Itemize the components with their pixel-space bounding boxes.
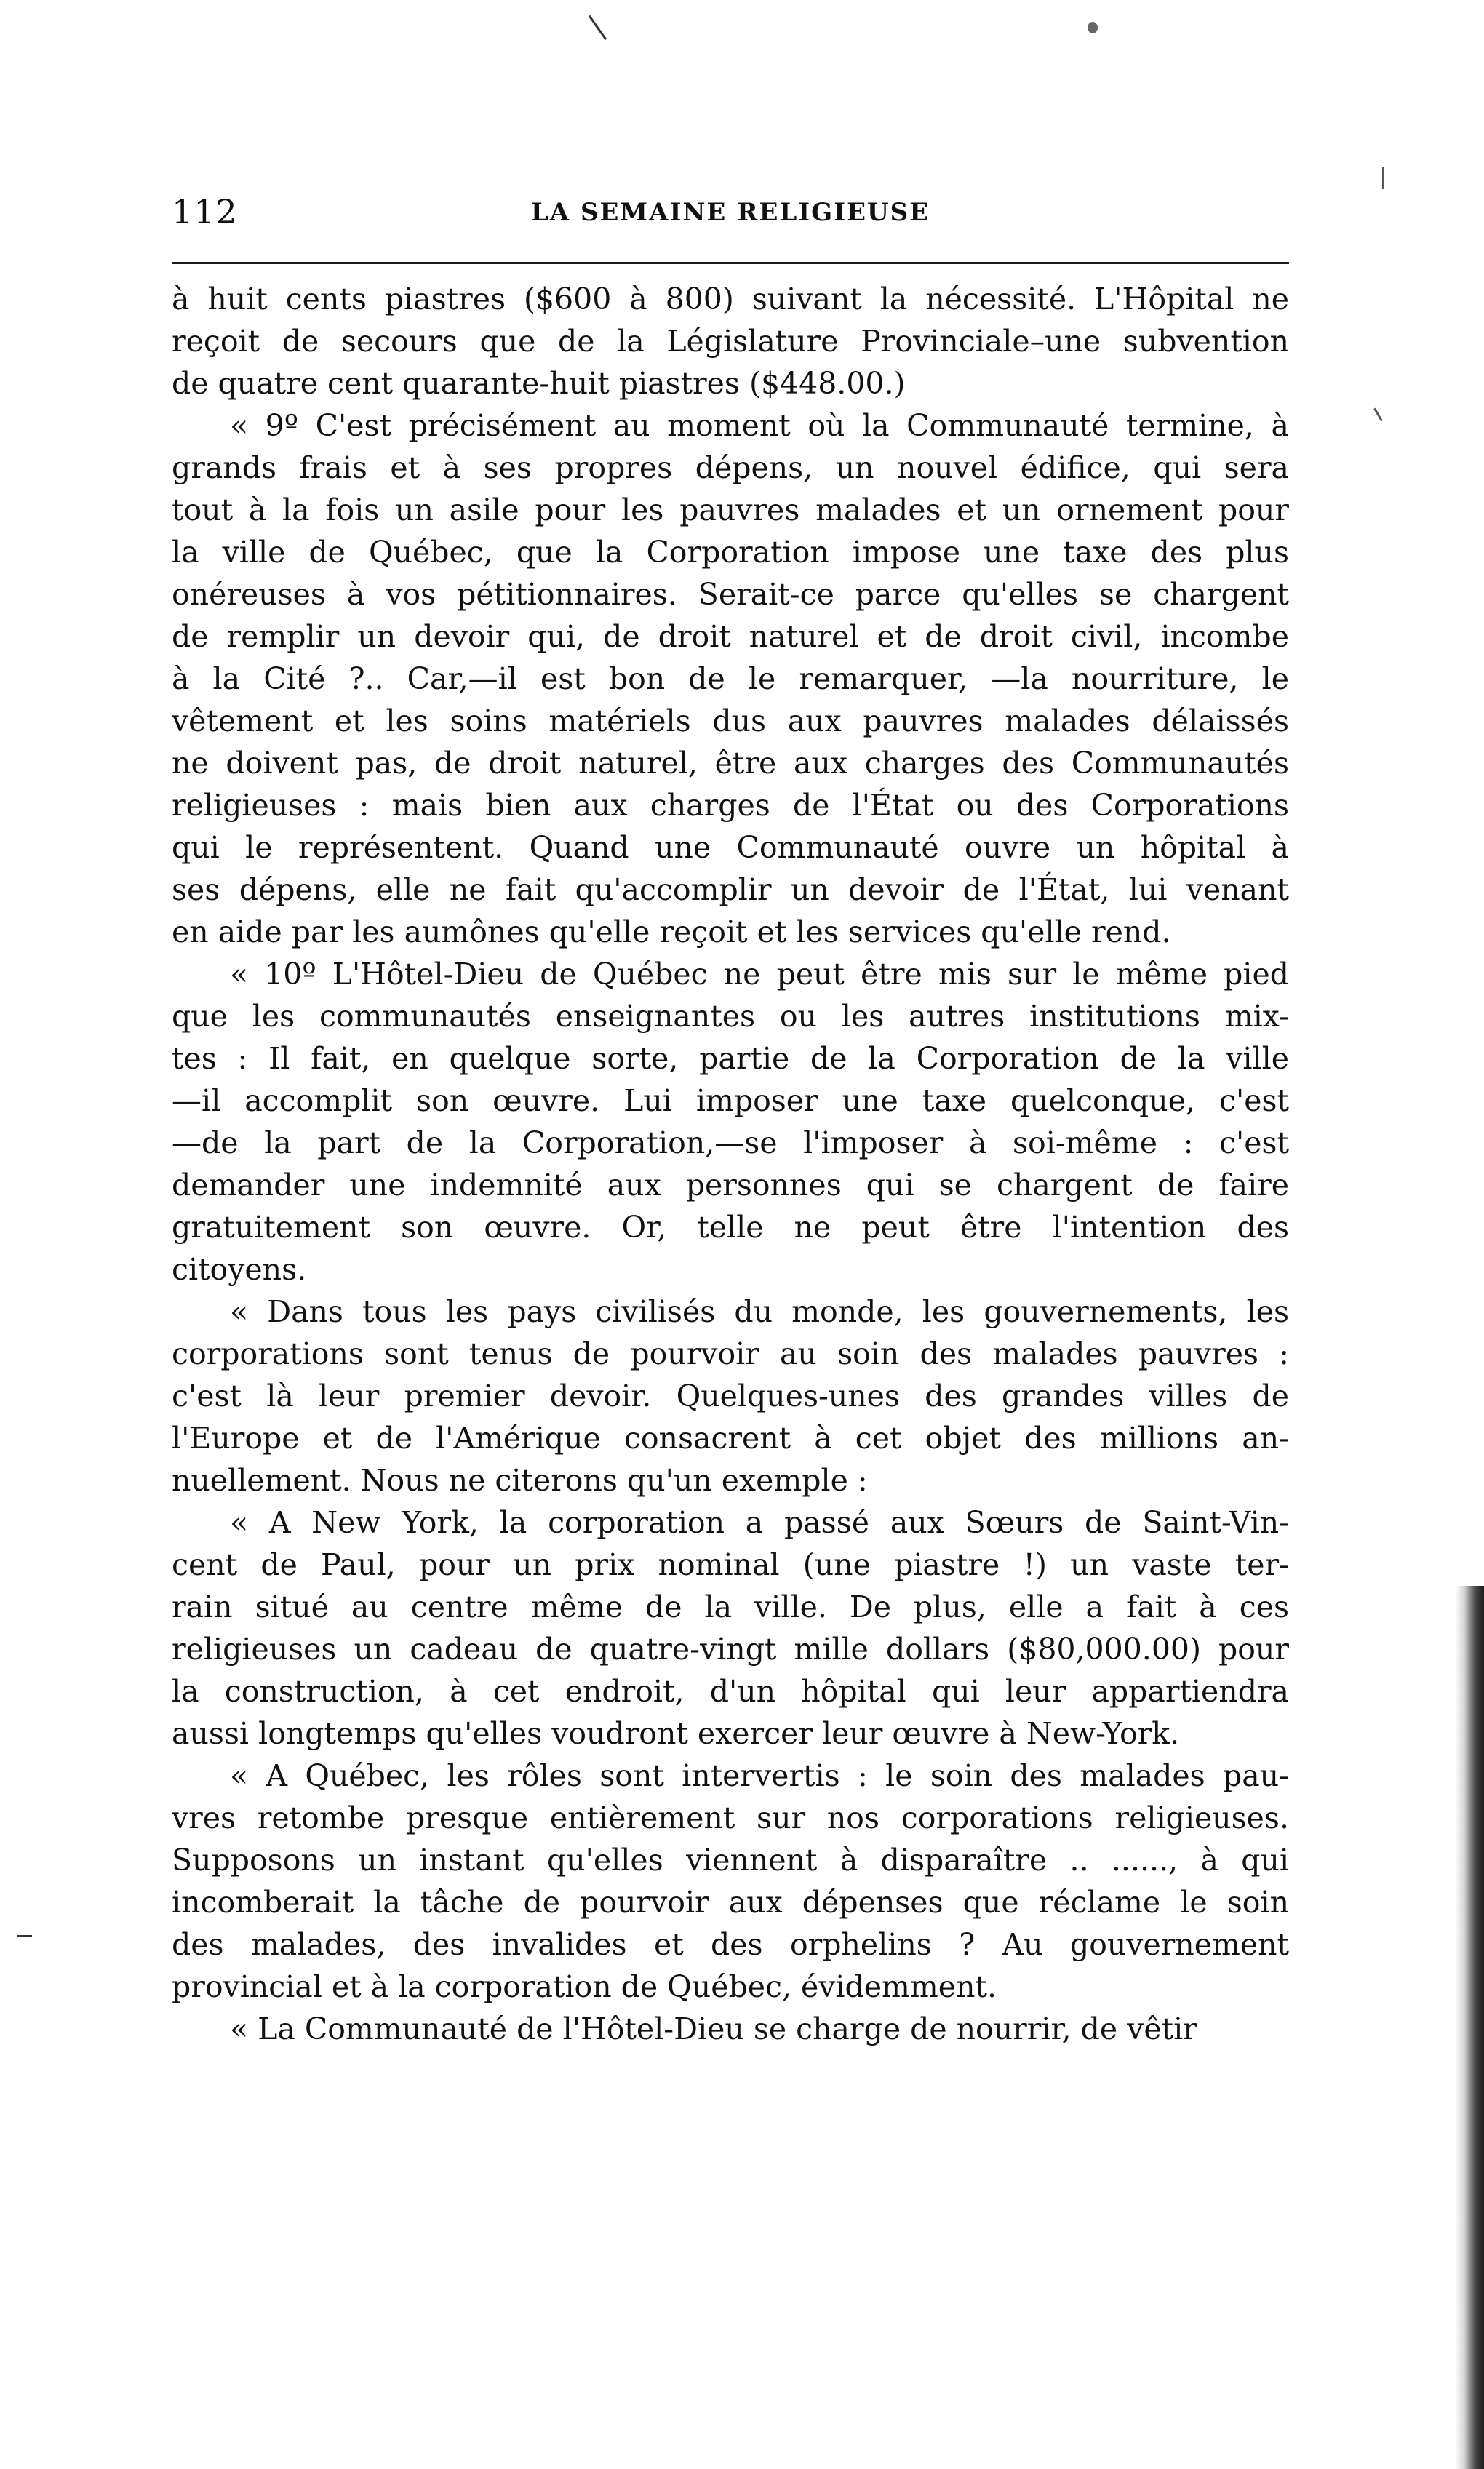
text-line: à huit cents piastres ($600 à 800) suivant la nécessité. L'Hôpital ne bbox=[172, 282, 1289, 316]
text-line: en aide par les aumônes qu'elle reçoit et les services qu'elle rend. bbox=[172, 914, 1171, 949]
text-line: c'est là leur premier devoir. Quelques-unes des grandes villes de bbox=[172, 1379, 1289, 1413]
page-header bbox=[172, 192, 1289, 236]
text-line: —de la part de la Corporation,—se l'imposer à soi-même : c'est bbox=[172, 1125, 1289, 1160]
text-line: Supposons un instant qu'elles viennent à disparaître .. ......, à qui bbox=[172, 1843, 1289, 1878]
running-title: LA SEMAINE RELIGIEUSE bbox=[530, 198, 930, 227]
text-line: reçoit de secours que de la Législature Provinciale–une subvention bbox=[172, 324, 1289, 359]
text-line: incomberait la tâche de pourvoir aux dépenses que réclame le soin bbox=[172, 1885, 1289, 1920]
scan-speck bbox=[17, 1935, 32, 1937]
text-line: religieuses un cadeau de quatre-vingt mille dollars ($80,000.00) pour bbox=[172, 1632, 1289, 1667]
text-line: tes : Il fait, en quelque sorte, partie de la Corporation de la ville bbox=[172, 1041, 1289, 1076]
text-line: « La Communauté de l'Hôtel-Dieu se charge de nourrir, de vêtir bbox=[230, 2011, 1197, 2046]
body-text bbox=[172, 278, 1289, 2050]
text-line: corporations sont tenus de pourvoir au soin des malades pauvres : bbox=[172, 1336, 1289, 1371]
text-line: demander une indemnité aux personnes qui se chargent de faire bbox=[172, 1168, 1289, 1202]
scan-edge-shadow bbox=[1455, 1586, 1484, 2469]
text-line: rain situé au centre même de la ville. De plus, elle a fait à ces bbox=[172, 1590, 1289, 1624]
text-line: onéreuses à vos pétitionnaires. Serait-ce parce qu'elles se chargent bbox=[172, 577, 1289, 612]
text-line: tout à la fois un asile pour les pauvres malades et un ornement pour bbox=[172, 492, 1289, 527]
scan-speck bbox=[1382, 167, 1384, 189]
text-line: ne doivent pas, de droit naturel, être aux charges des Communautés bbox=[172, 746, 1289, 781]
text-line: grands frais et à ses propres dépens, un nouvel édifice, qui sera bbox=[172, 450, 1289, 485]
text-line: ses dépens, elle ne fait qu'accomplir un devoir de l'État, lui venant bbox=[172, 872, 1289, 907]
text-line: « A New York, la corporation a passé aux Sœurs de Saint-Vin- bbox=[230, 1505, 1289, 1540]
text-line: la ville de Québec, que la Corporation impose une taxe des plus bbox=[172, 535, 1289, 570]
text-line: « 10º L'Hôtel-Dieu de Québec ne peut être mis sur le même pied bbox=[230, 957, 1289, 992]
text-line: de remplir un devoir qui, de droit naturel et de droit civil, incombe bbox=[172, 619, 1289, 654]
text-line: gratuitement son œuvre. Or, telle ne peut être l'intention des bbox=[172, 1210, 1289, 1245]
scan-speck bbox=[1373, 408, 1383, 422]
text-line: de quatre cent quarante-huit piastres ($448.00.) bbox=[172, 366, 906, 401]
text-line: provincial et à la corporation de Québec, évidemment. bbox=[172, 1969, 997, 2004]
scan-speck bbox=[1088, 22, 1098, 33]
text-line: « 9º C'est précisément au moment où la Communauté termine, à bbox=[230, 408, 1289, 443]
text-line: aussi longtemps qu'elles voudront exercer leur œuvre à New-York. bbox=[172, 1716, 1180, 1751]
header-rule bbox=[172, 262, 1289, 264]
text-line: —il accomplit son œuvre. Lui imposer une taxe quelconque, c'est bbox=[172, 1083, 1289, 1118]
text-line: citoyens. bbox=[172, 1252, 307, 1287]
text-line: la construction, à cet endroit, d'un hôpital qui leur appartiendra bbox=[172, 1674, 1289, 1709]
text-line: « A Québec, les rôles sont intervertis : le soin des malades pau- bbox=[230, 1758, 1289, 1793]
text-line: qui le représentent. Quand une Communauté ouvre un hôpital à bbox=[172, 830, 1289, 865]
text-line: « Dans tous les pays civilisés du monde, les gouvernements, les bbox=[230, 1294, 1289, 1329]
text-line: religieuses : mais bien aux charges de l'État ou des Corporations bbox=[172, 788, 1289, 823]
text-line: cent de Paul, pour un prix nominal (une piastre !) un vaste ter- bbox=[172, 1547, 1289, 1582]
text-line: nuellement. Nous ne citerons qu'un exemple : bbox=[172, 1463, 868, 1498]
text-line: des malades, des invalides et des orphelins ? Au gouvernement bbox=[172, 1927, 1289, 1962]
text-line: que les communautés enseignantes ou les autres institutions mix- bbox=[172, 999, 1289, 1034]
text-line: vêtement et les soins matériels dus aux pauvres malades délaissés bbox=[172, 703, 1289, 738]
scan-speck bbox=[589, 15, 607, 40]
page-number: 112 bbox=[172, 192, 238, 231]
text-line: vres retombe presque entièrement sur nos corporations religieuses. bbox=[172, 1800, 1289, 1835]
text-line: l'Europe et de l'Amérique consacrent à cet objet des millions an- bbox=[172, 1421, 1289, 1456]
text-line: à la Cité ?.. Car,—il est bon de le remarquer, —la nourriture, le bbox=[172, 661, 1289, 696]
